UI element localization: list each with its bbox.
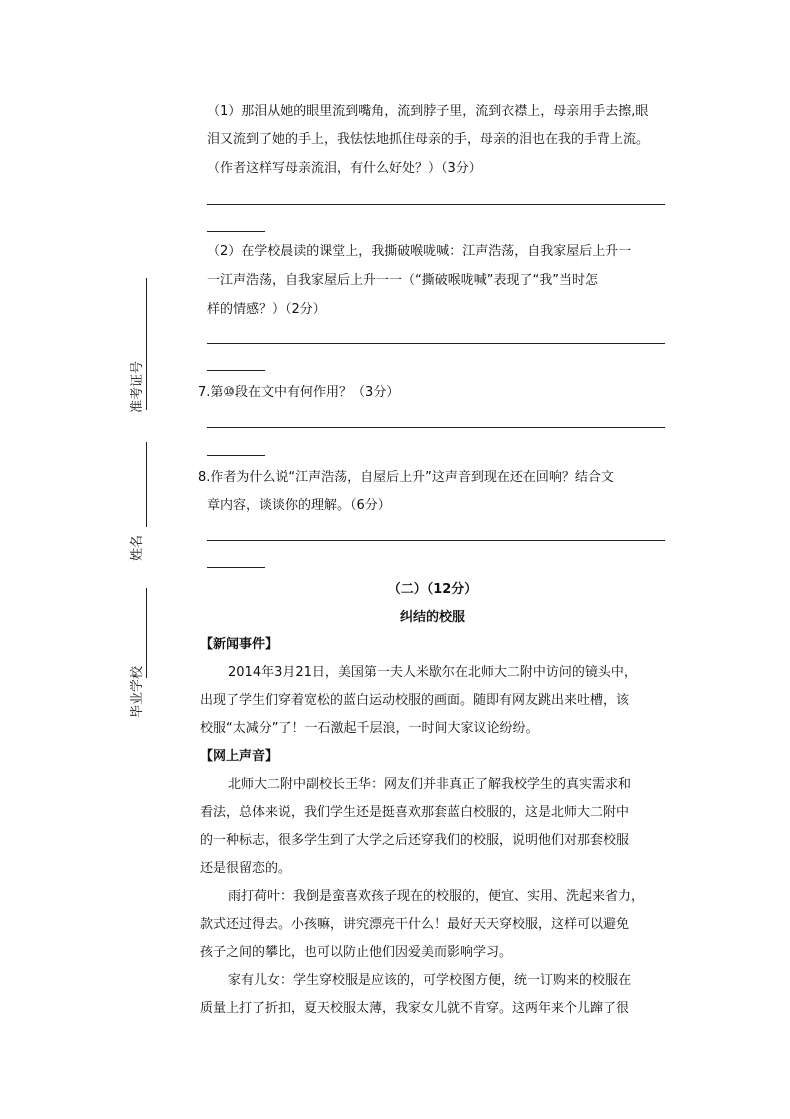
voice1-line-2: 看法，总体来说，我们学生还是挺喜欢那套蓝白校服的，这是北师大二附中 — [200, 805, 630, 820]
admission-number-label: 准考证号 — [130, 360, 145, 413]
answer-line-short[interactable] — [207, 231, 265, 232]
school-label: 毕业学校 — [130, 665, 145, 718]
q6-part1-line-1: （1）那泪从她的眼里流到嘴角，流到脖子里，流到衣襟上，母亲用手去擦,眼 — [207, 104, 649, 119]
answer-line-short[interactable] — [207, 567, 265, 568]
voice2-line-1: 雨打荷叶：我倒是蛮喜欢孩子现在的校服的，便宜、实用、洗起来省力， — [228, 889, 645, 904]
q8-line-1: 8.作者为什么说“江声浩荡，自屋后上升”这声音到现在还在回响？结合文 — [198, 470, 614, 485]
article-title: 纠结的校服 — [399, 610, 465, 625]
voices-label: 【网上声音】 — [200, 749, 279, 764]
news-line-2: 出现了学生们穿着宽松的蓝白运动校服的画面。随即有网友跳出来吐槽，该 — [200, 693, 630, 708]
q8-line-2: 章内容，谈谈你的理解。（6分） — [207, 498, 391, 513]
name-label: 姓名 — [130, 535, 145, 562]
answer-line[interactable] — [207, 204, 665, 205]
section-heading: （二）（12分） — [387, 582, 478, 597]
voice2-line-3: 孩子之间的攀比，也可以防止他们因爱美而影响学习。 — [200, 945, 513, 960]
q7-text: 7.第⑩段在文中有何作用？（3分） — [198, 385, 400, 400]
voice1-line-4: 还是很留恋的。 — [200, 861, 292, 876]
admission-number-line — [146, 278, 147, 410]
answer-line-short[interactable] — [207, 455, 265, 456]
q6-part2-line-3: 样的情感？）（2分） — [207, 302, 326, 317]
news-line-1: 2014年3月21日，美国第一夫人米歇尔在北师大二附中访问的镜头中， — [228, 665, 637, 680]
q6-part2-line-1: （2）在学校晨读的课堂上，我撕破喉咙喊：江声浩荡，自我家屋后上升一 — [207, 244, 632, 259]
q6-part2-line-2: 一江声浩荡，自我家屋后上升一一（“撕破喉咙喊”表现了“我”当时怎 — [207, 273, 598, 288]
news-label: 【新闻事件】 — [200, 637, 279, 652]
answer-line[interactable] — [207, 427, 665, 428]
school-line — [146, 588, 147, 678]
voice3-line-1: 家有儿女：学生穿校服是应该的，可学校图方便，统一订购来的校服在 — [228, 973, 632, 988]
voice1-line-1: 北师大二附中副校长王华：网友们并非真正了解我校学生的真实需求和 — [228, 777, 632, 792]
answer-line[interactable] — [207, 540, 665, 541]
q6-part1-line-3: （作者这样写母亲流泪，有什么好处？）（3分） — [207, 161, 482, 176]
answer-line[interactable] — [207, 343, 665, 344]
voice3-line-2: 质量上打了折扣，夏天校服太薄，我家女儿就不肯穿。这两年来个儿蹿了很 — [200, 1001, 630, 1016]
voice1-line-3: 的一种标志，很多学生到了大学之后还穿我们的校服，说明他们对那套校服 — [200, 833, 630, 848]
news-line-3: 校服“太减分”了！一石激起千层浪，一时间大家议论纷纷。 — [200, 721, 539, 736]
name-line — [146, 442, 147, 527]
answer-line-short[interactable] — [207, 370, 265, 371]
voice2-line-2: 款式还过得去。小孩嘛，讲究漂亮干什么！最好天天穿校服，这样可以避免 — [200, 917, 630, 932]
q6-part1-line-2: 泪又流到了她的手上，我怯怯地抓住母亲的手，母亲的泪也在我的手背上流。 — [207, 132, 650, 147]
